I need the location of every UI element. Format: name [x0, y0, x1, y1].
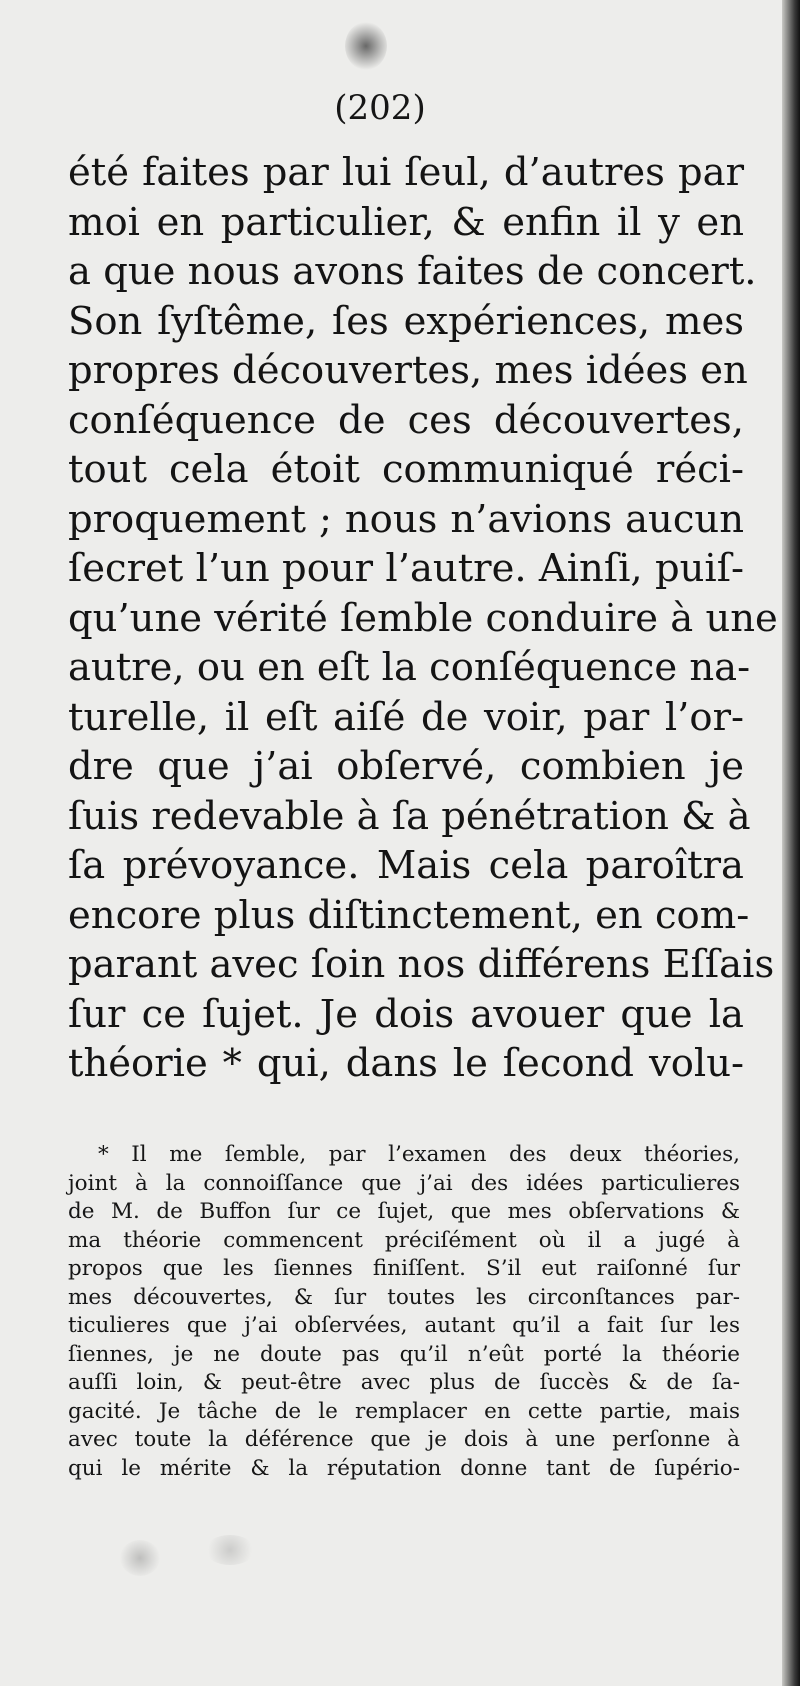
text-line: proquement ; nous n’avions aucun [68, 496, 744, 542]
footnote-line: * Il me ſemble, par l’examen des deux théories, [98, 1142, 740, 1167]
text-line: propres découvertes, mes idées en [68, 348, 748, 393]
ink-smudge [120, 1540, 160, 1576]
ink-smudge [345, 22, 387, 70]
footnote-line: propos que les ſiennes finiſſent. S’il eut raiſonné ſur [68, 1256, 740, 1281]
footnote-line: mes découvertes, & ſur toutes les circonſtances par- [68, 1284, 740, 1310]
text-line: qu’une vérité ſemble conduire à une [68, 595, 778, 641]
text-line: turelle, il eſt aiſé de voir, par l’or- [68, 694, 744, 740]
text-line: ſa prévoyance. Mais cela paroîtra [68, 843, 744, 888]
footnote [68, 1141, 740, 1483]
text-line: Son ſyſtême, ſes expériences, mes [68, 298, 744, 344]
footnote-line: de M. de Buffon ſur ce ſujet, que mes obſervations & [68, 1199, 740, 1224]
text-line: encore plus diſtinctement, en com- [68, 892, 750, 938]
text-line: conſéquence de ces découvertes, [68, 397, 744, 443]
text-line: ſecret l’un pour l’autre. Ainſi, puiſ- [68, 546, 744, 591]
footnote-line: ticulieres que j’ai obſervées, autant qu’il a fait ſur les [68, 1313, 740, 1338]
footnote-line: ſiennes, je ne doute pas qu’il n’eût porté la théorie [68, 1341, 740, 1367]
page-number: (202) [334, 88, 426, 128]
footnote-line: qui le mérite & la réputation donne tant de ſupério- [68, 1455, 740, 1481]
footnote-line: avec toute la déférence que je dois à une perſonne à [68, 1427, 740, 1452]
footnote-line: ma théorie commencent préciſément où il a jugé à [68, 1227, 740, 1253]
footnote-line: joint à la connoiſſance que j’ai des idées particulieres [68, 1170, 740, 1196]
page-gutter-edge [782, 0, 800, 1686]
main-text [68, 148, 778, 1089]
text-line: dre que j’ai obſervé, combien je [68, 744, 744, 789]
ink-smudge [205, 1535, 255, 1565]
text-line: ſur ce ſujet. Je dois avouer que la [68, 991, 744, 1037]
text-line: ſuis redevable à ſa pénétration & à [68, 793, 751, 839]
text-line: tout cela étoit communiqué réci- [68, 447, 744, 492]
text-line: autre, ou en eſt la conſéquence na- [68, 645, 751, 690]
footnote-line: gacité. Je tâche de le remplacer en cette partie, mais [68, 1398, 740, 1424]
text-line: a que nous avons faites de concert. [68, 249, 757, 294]
text-line: moi en particulier, & enfin il y en [68, 199, 744, 245]
footnote-line: auſſi loin, & peut-être avec plus de ſuccès & de ſa- [68, 1370, 740, 1395]
text-line: été faites par lui ſeul, d’autres par [68, 150, 744, 195]
text-line: théorie * qui, dans le ſecond volu- [68, 1041, 744, 1086]
text-line: parant avec ſoin nos différens Eſſais [68, 942, 775, 987]
